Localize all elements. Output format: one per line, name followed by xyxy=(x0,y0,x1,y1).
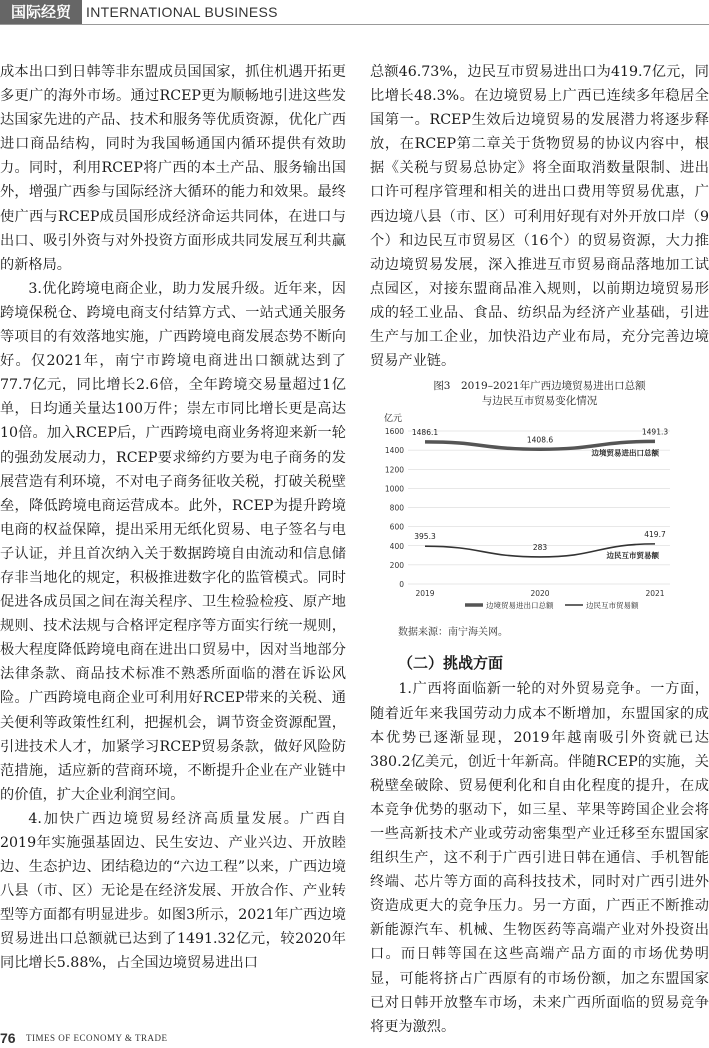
data-label: 1408.6 xyxy=(526,435,554,445)
data-label: 1491.3 xyxy=(641,427,669,437)
caption-line: 与边民互市贸易变化情况 xyxy=(481,395,598,408)
y-axis-label: 亿元 xyxy=(384,414,403,425)
figure-3 xyxy=(370,379,709,645)
y-tick-label: 0 xyxy=(399,580,404,590)
magazine-name: TIMES OF ECONOMY & TRADE xyxy=(26,1033,168,1043)
data-label: 283 xyxy=(532,543,548,553)
x-tick-label: 2020 xyxy=(530,589,550,599)
section-label: 国际经贸 xyxy=(0,0,82,24)
paragraph: 3.优化跨境电商企业，助力发展升级。近年来，因跨境保税仓、跨境电商支付结算方式、一站式通关服务等项目的有效落地实施，广西跨境电商发展态势不断向好。仅2021年，南宁市跨境电商进出口额就达到了77.7亿元，同比增长2.6倍，全年跨境交易量超过1亿单，日均通关量达100万件；崇左市同比增长更是高达10倍。加入RCEP后，广西跨境电商业务将迎来新一轮的强劲发展动力，RCEP要求缔约方要为电子商务的发展营造有利环境，不对电子商务征收关税，打破关税壁垒，降低跨境电商运营成本。此外，RCEP为提升跨境电商的权益保障，提出采用无纸化贸易、电子签名与电子认证，并且首次纳入关于数据跨境自由流动和信息储存非当地化的规定，积极推进数字化的监管模式。同时促进各成员国之间在海关程序、卫生检验检疫、原产地规则、技术法规与合格评定程序等方面实行统一规则，极大程度降低跨境电商在进出口贸易中，因对当地部分法律条款、商品技术标准不熟悉所面临的潜在诉讼风险。广西跨境电商企业可利用好RCEP带来的关税、通关便利等政策性红利，把握机会，调节资金资源配置，引进技术人才，加紧学习RCEP贸易条款，做好风险防范措施，适应新的营商环境，不断提升企业在产业链中的价值，扩大企业利润空间。 xyxy=(0,280,346,803)
y-tick-label: 800 xyxy=(389,503,404,513)
paragraph: 1.广西将面临新一轮的对外贸易竞争。一方面，随着近年来我国劳动力成本不断增加，东盟国家的成本优势已逐渐显现，2019年越南吸引外资就已达380.2亿美元，创近十年新高。伴随RCEP的实施，关税壁垒破除、贸易便利化和自由化程度的提升，在成本竞争优势的驱动下，如三星、苹果等跨国企业会将一些高新技术产业或劳动密集型产业迁移至东盟国家组织生产，这不利于广西引进日韩在通信、手机智能终端、芯片等方面的高科技技术，同时对广西引进外资造成更大的竞争压力。另一方面，广西正不断推动新能源汽车、机械、生物医药等高端产业对外投资出口。而日韩等国在这些高端产品方面的市场优势明显，可能将挤占广西原有的市场份额，加之东盟国家已对日韩开放整车市场，未来广西所面临的贸易竞争将更为激烈。 xyxy=(370,681,709,1035)
y-tick-label: 1400 xyxy=(384,446,404,456)
trade-line-chart xyxy=(370,409,709,609)
y-tick-label: 1600 xyxy=(384,427,404,437)
figure-caption xyxy=(370,379,709,409)
paragraph: 总额46.73%，边民互市贸易进出口为419.7亿元，同比增长48.3%。在边境贸易上广西已连续多年稳居全国第一。RCEP生效后边境贸易的发展潜力将逐步释放，在RCEP第二章关于货物贸易的协议内容中，根据《关税与贸易总协定》将全面取消数量限制、进出口许可程序管理和相关的进出口费用等贸易优惠，广西边境八县（市、区）可利用好现有对外开放口岸（9个）和边民互市贸易区（16个）的贸易资源，大力推动边境贸易发展，深入推进互市贸易商品落地加工试点园区，对接东盟商品准入规则，以前期边境贸易形成的轻工业品、食品、纺织品为经济产业基础，引进生产与加工企业，加快沿边产业布局，充分完善边境贸易产业链。 xyxy=(370,64,709,370)
paragraph: 成本出口到日韩等非东盟成员国国家，抓住机遇开拓更多更广的海外市场。通过RCEP更为顺畅地引进这些发达国家先进的产品、技术和服务等优质资源，优化广西进口商品结构，同时为我国畅通国内循环提供有效助力。同时，利用RCEP将广西的本土产品、服务输出国外，增强广西参与国际经济大循环的能力和效果。最终使广西与RCEP成员国形成经济命运共同体，在进口与出口、吸引外资与对外投资方面形成共同发展互利共赢的新格局。 xyxy=(0,64,346,273)
data-label: 395.3 xyxy=(414,532,436,542)
series-name-label: 边境贸易进出口总额 xyxy=(591,448,659,458)
page-number: 76 xyxy=(0,1030,16,1046)
left-column xyxy=(0,60,346,976)
section-heading: （二）挑战方面 xyxy=(398,654,504,673)
y-tick-label: 200 xyxy=(389,561,404,571)
legend-entry: 边境贸易进出口总额 xyxy=(486,601,554,610)
x-tick-label: 2019 xyxy=(415,589,435,599)
y-tick-label: 400 xyxy=(389,541,404,551)
right-column xyxy=(370,60,709,1039)
caption-line: 图3 2019–2021年广西边境贸易进出口总额 xyxy=(433,380,646,393)
y-tick-label: 600 xyxy=(389,522,404,532)
legend-entry: 边民互市贸易额 xyxy=(586,601,639,610)
page-header xyxy=(0,0,709,24)
figure-source: 数据来源：南宁海关网。 xyxy=(398,627,508,639)
data-label: 1486.1 xyxy=(411,428,439,438)
header-rule xyxy=(0,24,709,25)
series-name-label: 边民互市贸易额 xyxy=(606,551,659,561)
y-tick-label: 1000 xyxy=(384,484,404,494)
page-footer xyxy=(0,1030,709,1048)
y-tick-label: 1200 xyxy=(384,465,404,475)
section-label-english: INTERNATIONAL BUSINESS xyxy=(86,4,278,20)
x-tick-label: 2021 xyxy=(645,589,665,599)
paragraph: 4.加快广西边境贸易经济高质量发展。广西自2019年实施强基固边、民生安边、产业兴边、开放睦边、生态护边、团结稳边的“六边工程”以来，广西边境八县（市、区）无论是在经济发展、开放合作、产业转型等方面都有明显进步。如图3所示，2021年广西边境贸易进出口总额就已达到了1491.32亿元，较2020年同比增长5.88%，占全国边境贸易进出口 xyxy=(0,810,346,972)
data-label: 419.7 xyxy=(644,530,666,540)
